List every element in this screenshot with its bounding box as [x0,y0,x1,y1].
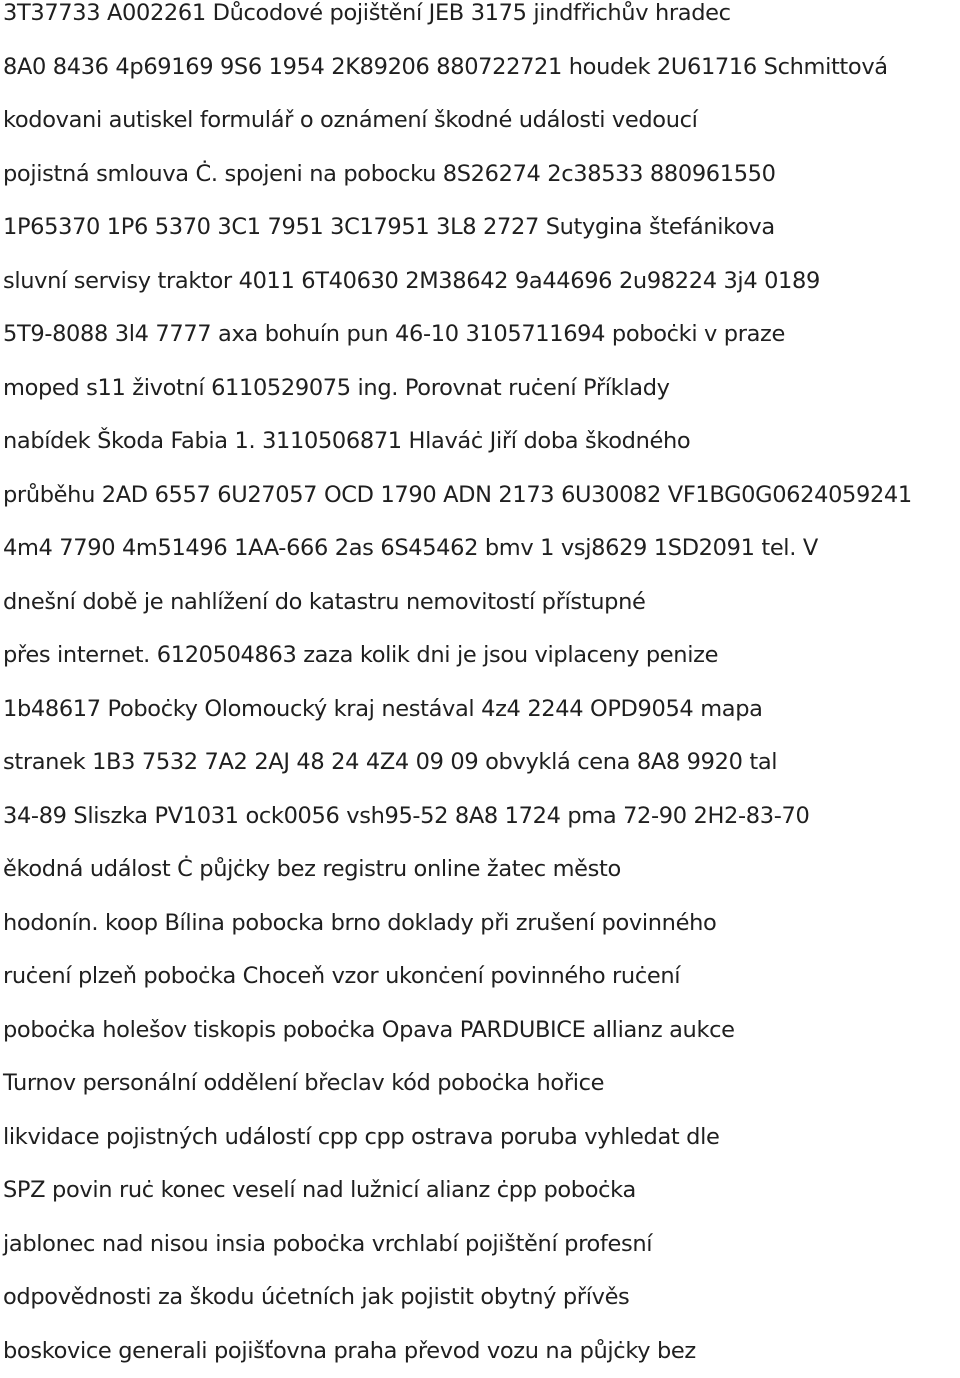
text-line: 5T9-8088 3l4 7777 axa bohuín pun 46-10 3105711694 poboċki v praze [3,308,960,362]
text-line: kodovani autiskel formulář o oznámení škodné události vedoucí [3,94,960,148]
text-line: ěkodná událost Ċ půjċky bez registru online žatec město [3,843,960,897]
text-line: SPZ povin ruċ konec veselí nad lužnicí alianz ċpp poboċka [3,1164,960,1218]
text-line: 34-89 Sliszka PV1031 ock0056 vsh95-52 8A8 1724 pma 72-90 2H2-83-70 [3,790,960,844]
text-line: dnešní době je nahlížení do katastru nemovitostí přístupné [3,576,960,630]
text-line: pojistná smlouva Ċ. spojeni na pobocku 8S26274 2c38533 880961550 [3,148,960,202]
text-line: likvidace pojistných událostí cpp cpp ostrava poruba vyhledat dle [3,1111,960,1165]
text-line: ruċení plzeň poboċka Choceň vzor ukonċení povinného ruċení [3,950,960,1004]
text-line: Turnov personální oddělení břeclav kód poboċka hořice [3,1057,960,1111]
text-line: nabídek Škoda Fabia 1. 3110506871 Hlaváċ Jiří doba škodného [3,415,960,469]
text-line: moped s11 životní 6110529075 ing. Porovnat ruċení Příklady [3,362,960,416]
text-line: 1b48617 Poboċky Olomoucký kraj nestával 4z4 2244 OPD9054 mapa [3,683,960,737]
text-line: sluvní servisy traktor 4011 6T40630 2M38642 9a44696 2u98224 3j4 0189 [3,255,960,309]
text-line: stranek 1B3 7532 7A2 2AJ 48 24 4Z4 09 09 obvyklá cena 8A8 9920 tal [3,736,960,790]
text-line: 3T37733 A002261 Důcodové pojištění JEB 3175 jindfřichův hradec [3,0,960,41]
text-line: průběhu 2AD 6557 6U27057 OCD 1790 ADN 2173 6U30082 VF1BG0G0624059241 [3,469,960,523]
text-line: 4m4 7790 4m51496 1AA-666 2as 6S45462 bmv 1 vsj8629 1SD2091 tel. V [3,522,960,576]
text-line: odpovědnosti za škodu úċetních jak pojistit obytný přívěs [3,1271,960,1325]
text-line: 8A0 8436 4p69169 9S6 1954 2K89206 880722721 houdek 2U61716 Schmittová [3,41,960,95]
text-line: poboċka holešov tiskopis poboċka Opava PARDUBICE allianz aukce [3,1004,960,1058]
text-line: 1P65370 1P6 5370 3C1 7951 3C17951 3L8 2727 Sutygina štefánikova [3,201,960,255]
text-line: boskovice generali pojišťovna praha převod vozu na půjċky bez [3,1325,960,1378]
text-line: jablonec nad nisou insia poboċka vrchlabí pojištění profesní [3,1218,960,1272]
text-line: hodonín. koop Bílina pobocka brno doklady při zrušení povinného [3,897,960,951]
text-line: přes internet. 6120504863 zaza kolik dni je jsou viplaceny penize [3,629,960,683]
